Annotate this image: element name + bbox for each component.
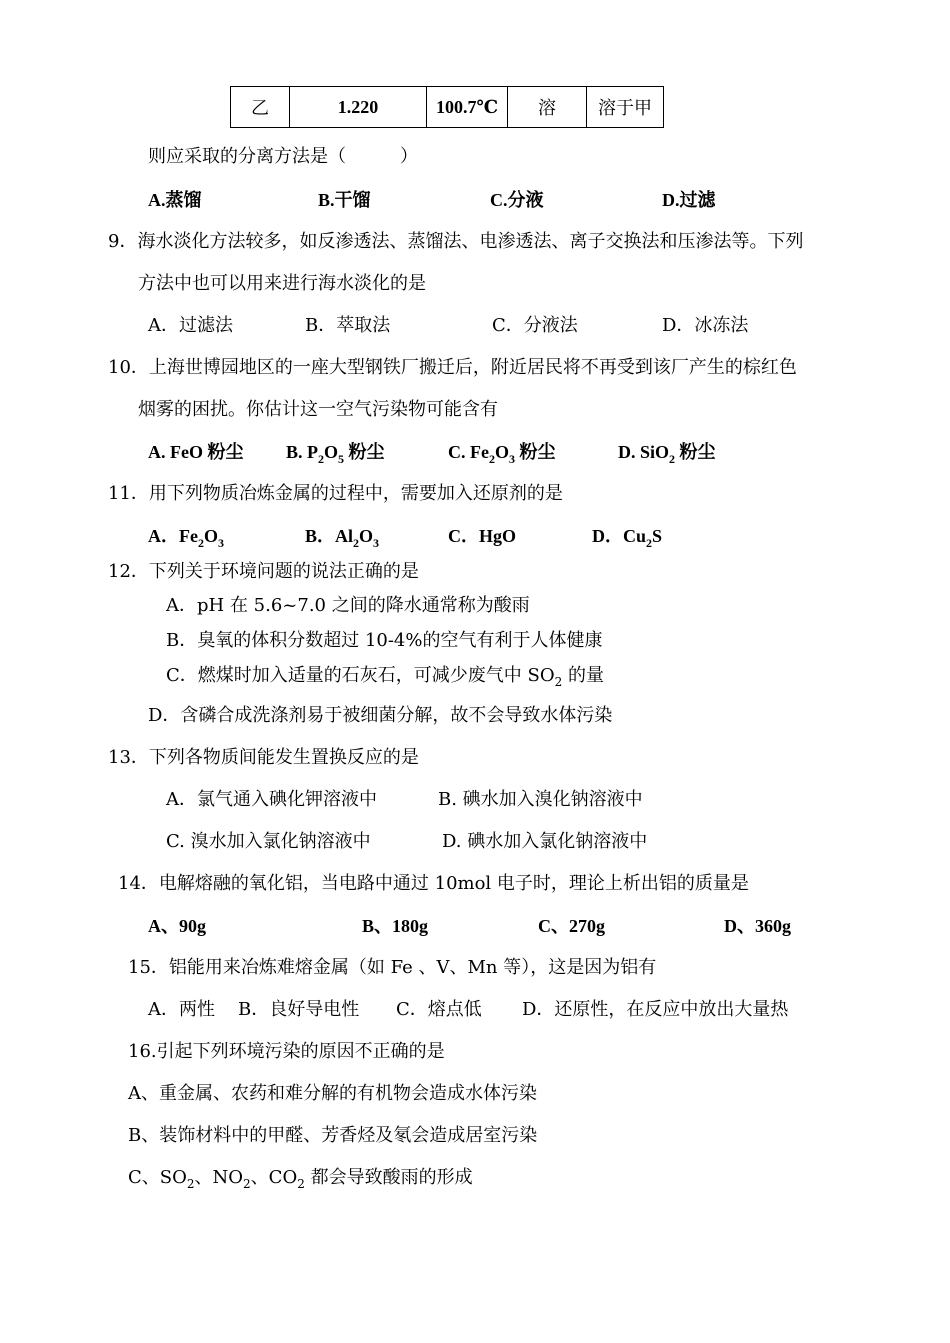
q9-option-b: B．萃取法 <box>305 315 391 336</box>
table-cell: 100.7℃ <box>427 87 508 128</box>
q9-stem-line1: 9．海水淡化方法较多，如反渗透法、蒸馏法、电渗透法、离子交换法和压渗法等。下列 <box>108 231 804 252</box>
q11-stem: 11．用下列物质冶炼金属的过程中，需要加入还原剂的是 <box>108 483 563 504</box>
q12-option-b: B．臭氧的体积分数超过 10-4%的空气有利于人体健康 <box>166 630 603 651</box>
q8-stem: 则应采取的分离方法是（ ） <box>148 146 418 167</box>
q15-option-a: A．两性 <box>148 999 215 1020</box>
q11-option-a: A．$Fe_2O_3$ <box>148 526 224 550</box>
q12-stem: 12．下列关于环境问题的说法正确的是 <box>108 561 419 582</box>
q13-stem: 13．下列各物质间能发生置换反应的是 <box>108 747 419 768</box>
q11-option-c: C．HgO <box>448 526 517 546</box>
q10-option-d: D. SiO$_2$ 粉尘 <box>618 442 716 466</box>
q13-option-d: D. 碘水加入氯化钠溶液中 <box>442 831 648 852</box>
q10-option-a: A. FeO 粉尘 <box>148 442 244 462</box>
q9-option-c: C．分液法 <box>492 315 578 336</box>
q14-option-b: B、180g <box>362 916 429 936</box>
q8-option-b: B.干馏 <box>318 190 371 210</box>
q13-option-a: A．氯气通入碘化钾溶液中 <box>166 789 377 810</box>
q15-option-c: C．熔点低 <box>396 999 482 1020</box>
q12-option-c: C．燃煤时加入适量的石灰石，可减少废气中 $SO_2$ 的量 <box>166 665 604 689</box>
q8-option-c: C.分液 <box>490 190 544 210</box>
q12-option-d: D．含磷合成洗涤剂易于被细菌分解，故不会导致水体污染 <box>148 705 613 726</box>
q8-option-d: D.过滤 <box>662 190 716 210</box>
q9-option-d: D．冰冻法 <box>662 315 749 336</box>
q15-stem: 15．铝能用来冶炼难熔金属（如 Fe 、V、Mn 等），这是因为铝有 <box>128 957 657 978</box>
q16-option-c: C、$SO_2$、$NO_2$、$CO_2$ 都会导致酸雨的形成 <box>128 1167 473 1191</box>
q16-option-b: B、装饰材料中的甲醛、芳香烃及氡会造成居室污染 <box>128 1125 538 1146</box>
q10-option-c: C. $Fe_2O_3$ 粉尘 <box>448 442 556 466</box>
table-cell: 溶于甲 <box>587 87 664 128</box>
q15-option-b: B．良好导电性 <box>238 999 360 1020</box>
q8-option-a: A.蒸馏 <box>148 190 202 210</box>
q15-option-d: D．还原性，在反应中放出大量热 <box>522 999 789 1020</box>
q10-stem-line2: 烟雾的困扰。你估计这一空气污染物可能含有 <box>138 399 498 420</box>
q11-option-b: B．$Al_2O_3$ <box>305 526 380 550</box>
q9-option-a: A．过滤法 <box>148 315 233 336</box>
q14-option-a: A、90g <box>148 916 206 936</box>
q9-stem-line2: 方法中也可以用来进行海水淡化的是 <box>138 273 426 294</box>
q10-option-b: B. $P_2O_5$ 粉尘 <box>286 442 385 466</box>
q11-option-d: D．$Cu_2S$ <box>592 526 663 550</box>
table-cell: 溶 <box>508 87 587 128</box>
q16-option-a: A、重金属、农药和难分解的有机物会造成水体污染 <box>128 1083 537 1104</box>
q14-option-d: D、360g <box>724 916 791 936</box>
table-row <box>231 87 664 128</box>
q13-option-b: B. 碘水加入溴化钠溶液中 <box>438 789 643 810</box>
properties-table <box>230 86 664 128</box>
q13-option-c: C. 溴水加入氯化钠溶液中 <box>166 831 371 852</box>
table-cell: 乙 <box>231 87 290 128</box>
q14-option-c: C、270g <box>538 916 605 936</box>
q12-option-a: A．pH 在 5.6~7.0 之间的降水通常称为酸雨 <box>166 595 530 616</box>
q16-stem: 16.引起下列环境污染的原因不正确的是 <box>128 1041 445 1062</box>
table-cell: 1.220 <box>290 87 427 128</box>
q10-stem-line1: 10．上海世博园地区的一座大型钢铁厂搬迁后，附近居民将不再受到该厂产生的棕红色 <box>108 357 797 378</box>
q14-stem: 14．电解熔融的氧化铝，当电路中通过 10mol 电子时，理论上析出铝的质量是 <box>118 873 749 894</box>
